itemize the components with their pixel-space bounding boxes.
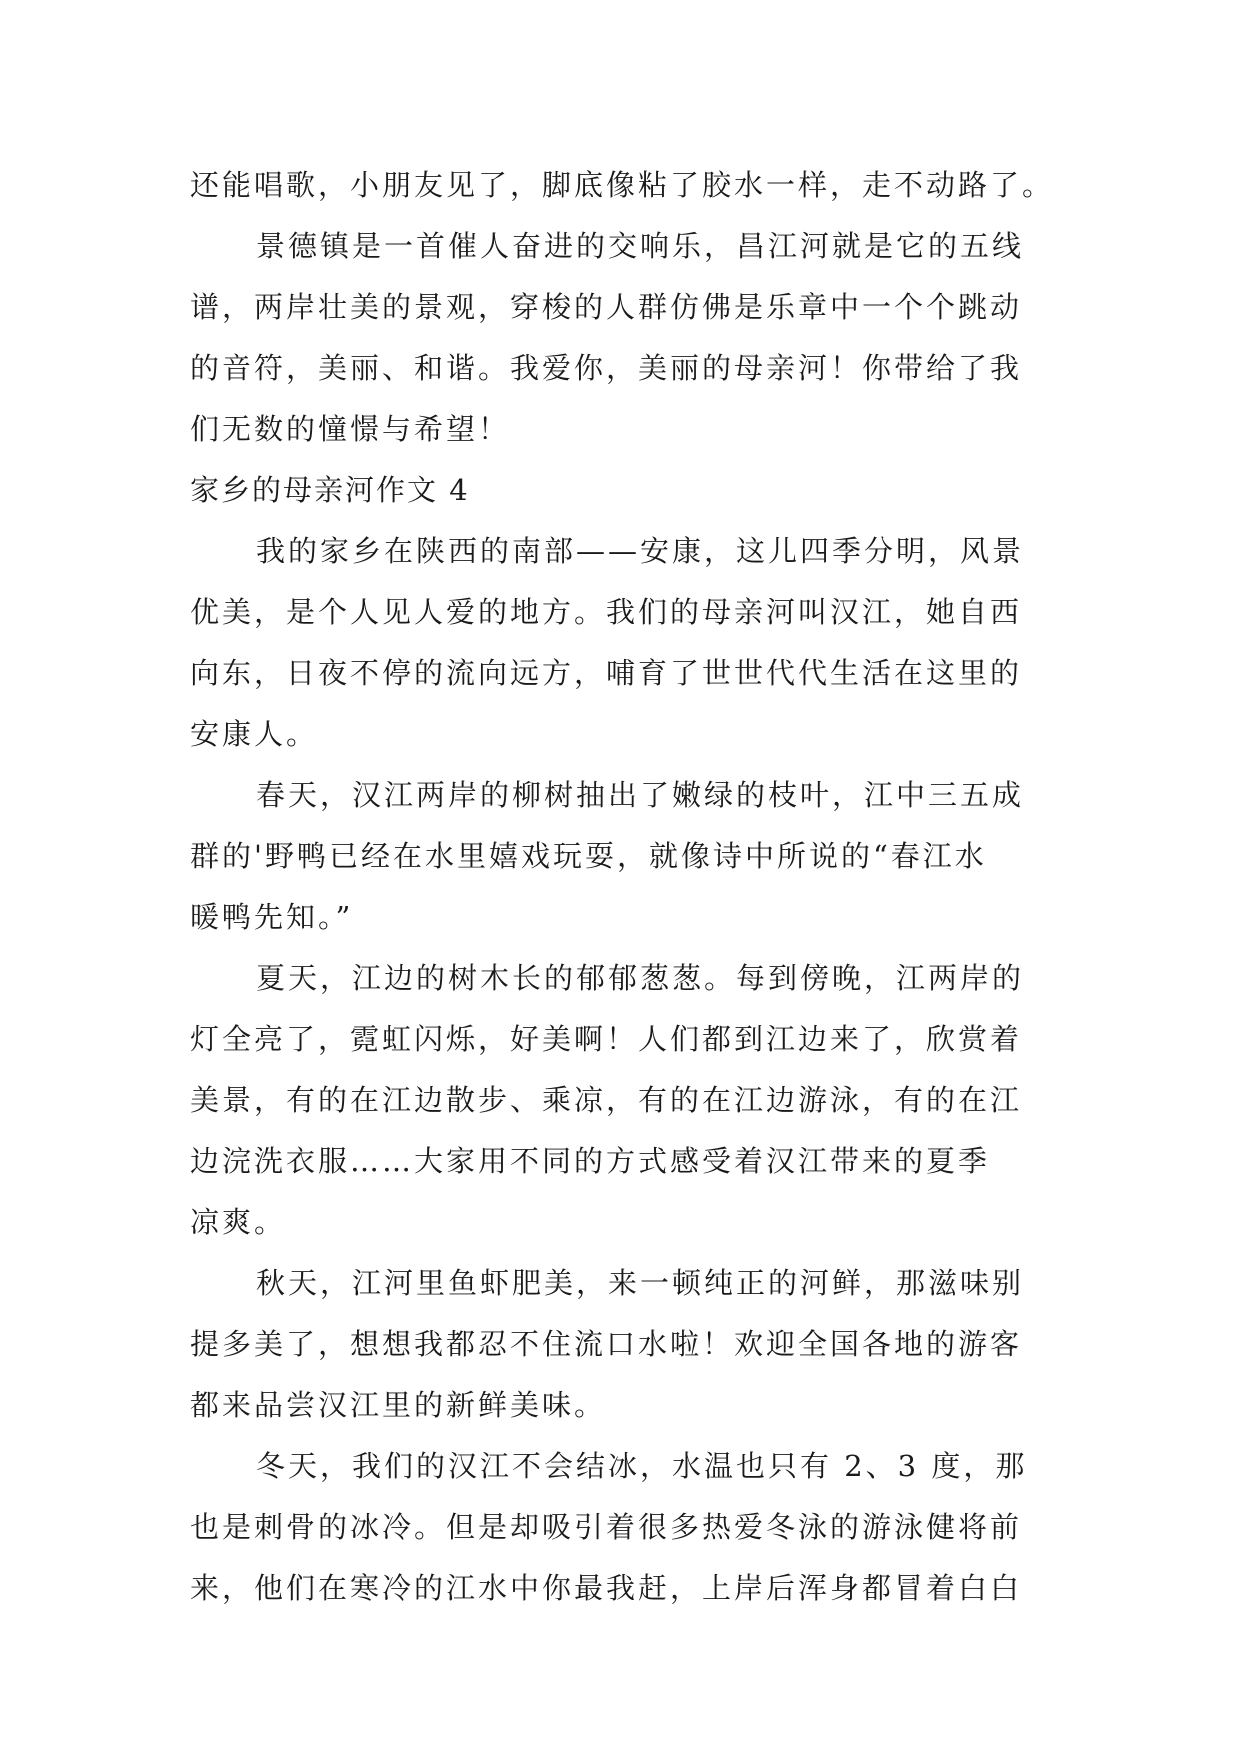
paragraph-start-line: 夏天，江边的树木长的郁郁葱葱。每到傍晚，江两岸的 bbox=[256, 961, 1025, 995]
text-line: 的音符，美丽、和谐。我爱你，美丽的母亲河！你带给了我 bbox=[190, 351, 1023, 385]
text-line: 来，他们在寒冷的江水中你最我赶，上岸后浑身都冒着白白 bbox=[190, 1571, 1023, 1605]
text-line: 们无数的憧憬与希望！ bbox=[190, 412, 511, 446]
text-line: 提多美了，想想我都忍不住流口水啦！欢迎全国各地的游客 bbox=[190, 1327, 1023, 1361]
text-line: 优美，是个人见人爱的地方。我们的母亲河叫汉江，她自西 bbox=[190, 595, 1023, 629]
text-line: 群的'野鸭已经在水里嬉戏玩耍，就像诗中所说的“春江水 bbox=[190, 839, 987, 873]
text-line: 都来品尝汉江里的新鲜美味。 bbox=[190, 1388, 607, 1422]
text-line: 还能唱歌，小朋友见了，脚底像粘了胶水一样，走不动路了。 bbox=[190, 168, 1055, 202]
text-line: 边浣洗衣服……大家用不同的方式感受着汉江带来的夏季 bbox=[190, 1144, 991, 1178]
paragraph-start-line: 冬天，我们的汉江不会结冰，水温也只有 2、3 度，那 bbox=[256, 1449, 1028, 1483]
paragraph-start-line: 春天，汉江两岸的柳树抽出了嫩绿的枝叶，江中三五成 bbox=[256, 778, 1025, 812]
document-body bbox=[190, 155, 1055, 1619]
text-line: 暖鸭先知。” bbox=[190, 900, 354, 934]
paragraph-start-line: 我的家乡在陕西的南部——安康，这儿四季分明，风景 bbox=[256, 534, 1025, 568]
text-line: 安康人。 bbox=[190, 717, 319, 751]
section-heading: 家乡的母亲河作文 4 bbox=[190, 473, 470, 507]
paragraph-start-line: 景德镇是一首催人奋进的交响乐，昌江河就是它的五线 bbox=[256, 229, 1025, 263]
paragraph-start-line: 秋天，江河里鱼虾肥美，来一顿纯正的河鲜，那滋味别 bbox=[256, 1266, 1025, 1300]
text-line: 谱，两岸壮美的景观，穿梭的人群仿佛是乐章中一个个跳动 bbox=[190, 290, 1023, 324]
text-line: 也是刺骨的冰冷。但是却吸引着很多热爱冬泳的游泳健将前 bbox=[190, 1510, 1023, 1544]
text-line: 美景，有的在江边散步、乘凉，有的在江边游泳，有的在江 bbox=[190, 1083, 1023, 1117]
text-line: 凉爽。 bbox=[190, 1205, 287, 1239]
text-line: 灯全亮了，霓虹闪烁，好美啊！人们都到江边来了，欣赏着 bbox=[190, 1022, 1023, 1056]
text-line: 向东，日夜不停的流向远方，哺育了世世代代生活在这里的 bbox=[190, 656, 1023, 690]
